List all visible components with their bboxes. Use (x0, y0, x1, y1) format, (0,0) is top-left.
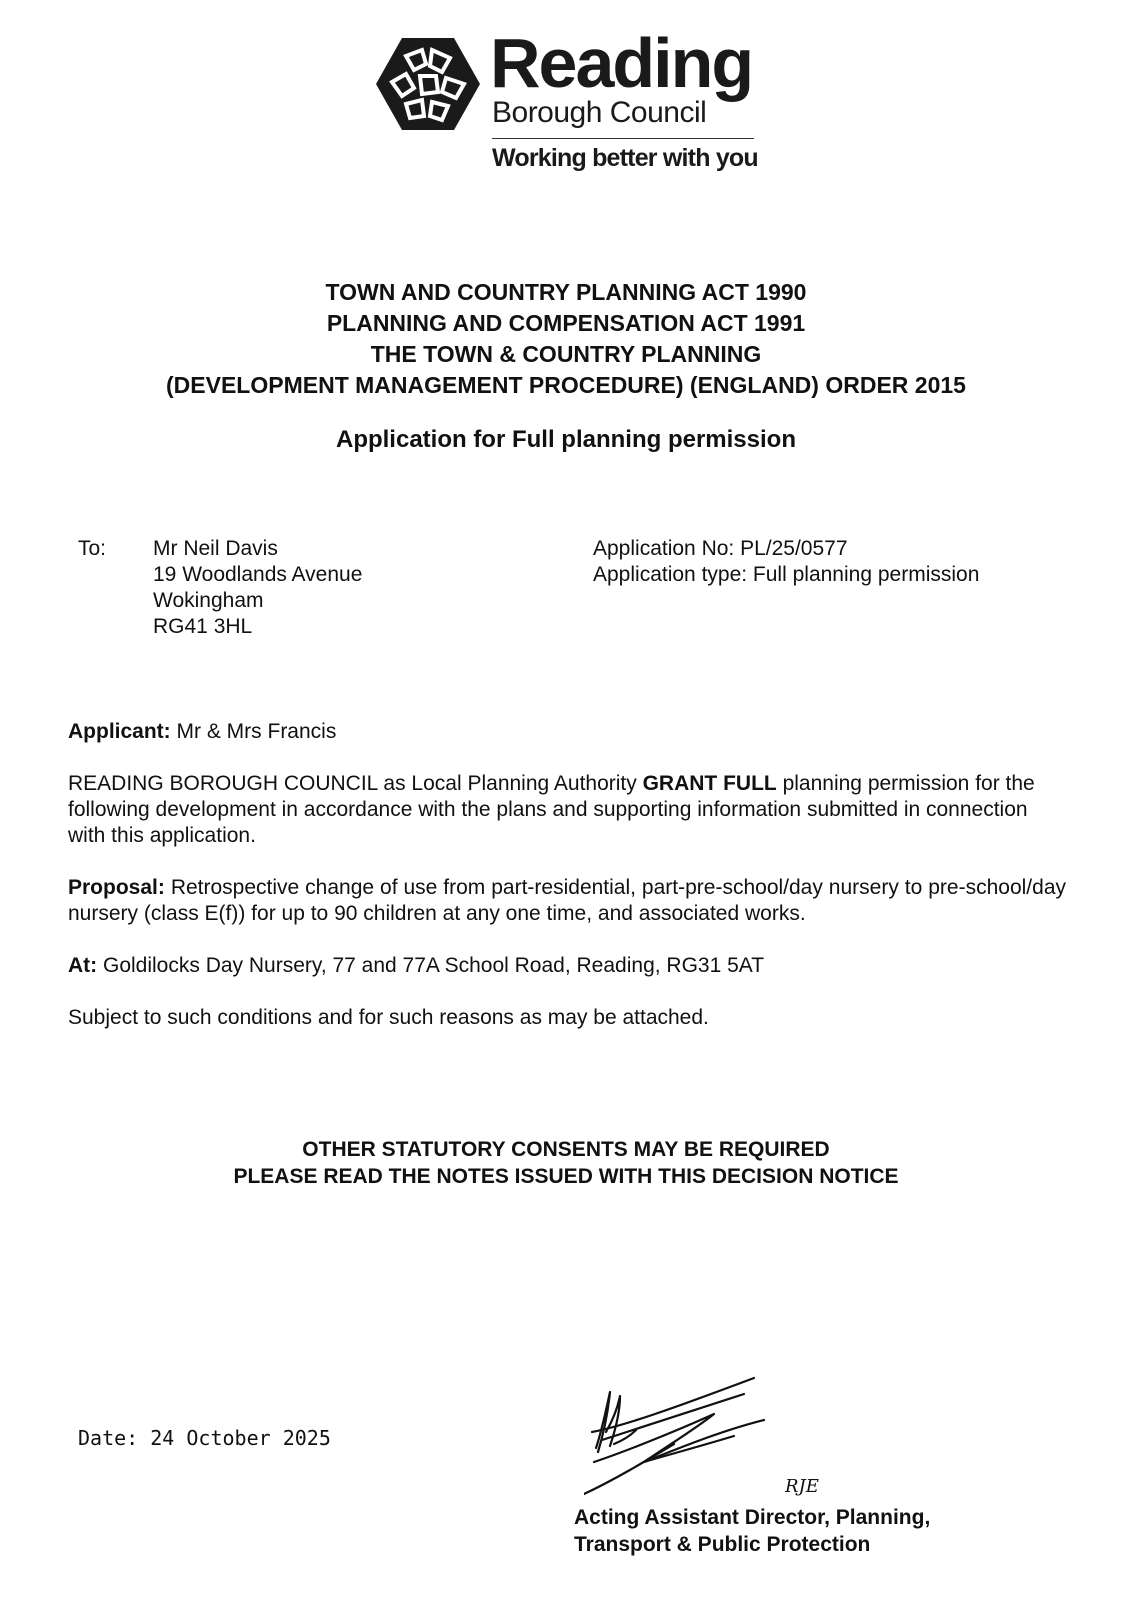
act-heading-line: (DEVELOPMENT MANAGEMENT PROCEDURE) (ENGLAND) ORDER 2015 (166, 372, 966, 398)
site-address: Goldilocks Day Nursery, 77 and 77A School Road, Reading, RG31 5AT (97, 954, 765, 977)
logo-title: Reading (490, 24, 753, 102)
applicant-paragraph (68, 719, 336, 745)
signature-image (584, 1370, 794, 1500)
applicant-label: Applicant: (68, 720, 171, 743)
application-number: Application No: PL/25/0577 (593, 537, 848, 560)
logo-tagline: Working better with you (492, 144, 758, 172)
signatory-title-line: Acting Assistant Director, Planning, (574, 1506, 931, 1529)
notice-line: PLEASE READ THE NOTES ISSUED WITH THIS DECISION NOTICE (233, 1165, 899, 1188)
proposal-label: Proposal: (68, 876, 165, 899)
act-headings (0, 277, 1132, 401)
logo-mark-icon (376, 36, 480, 132)
recipient-town: Wokingham (153, 589, 264, 612)
proposal-text: Retrospective change of use from part-residential, part-pre-school/day nursery to pre-school/day nursery (class E(f)) for up to 90 children at any one time, and associated works. (68, 876, 1066, 925)
logo-subtitle: Borough Council (492, 96, 707, 129)
site-paragraph (68, 953, 764, 979)
logo-divider (492, 138, 754, 139)
to-label: To: (78, 537, 107, 560)
grant-paragraph (68, 771, 1066, 849)
conditions-paragraph: Subject to such conditions and for such reasons as may be attached. (68, 1006, 709, 1029)
site-label: At: (68, 954, 98, 977)
application-title: Application for Full planning permission (335, 426, 796, 453)
council-logo (0, 0, 1132, 180)
act-heading-line: PLANNING AND COMPENSATION ACT 1991 (326, 310, 806, 336)
recipient-street: 19 Woodlands Avenue (153, 563, 363, 586)
grant-lead-text: READING BOROUGH COUNCIL as Local Planning Authority (68, 772, 643, 795)
notice-line: OTHER STATUTORY CONSENTS MAY BE REQUIRED (302, 1138, 830, 1161)
recipient-address (153, 536, 362, 640)
application-type: Application type: Full planning permission (593, 563, 980, 586)
grant-decision: GRANT FULL (642, 772, 777, 795)
statutory-notice (0, 1136, 1132, 1190)
recipient-postcode: RG41 3HL (153, 615, 253, 638)
act-heading-line: THE TOWN & COUNTRY PLANNING (370, 341, 762, 367)
signatory-title-line: Transport & Public Protection (574, 1533, 871, 1556)
recipient-name: Mr Neil Davis (153, 537, 278, 560)
decision-date: Date: 24 October 2025 (78, 1426, 331, 1450)
proposal-paragraph (68, 875, 1066, 927)
act-heading-line: TOWN AND COUNTRY PLANNING ACT 1990 (325, 279, 807, 305)
signatory-title (574, 1504, 930, 1558)
grant-rest-text: planning permission for the following development in accordance with the plans and supporting information submitted in connection with this application. (68, 772, 1035, 847)
application-info (593, 536, 979, 588)
applicant-value: Mr & Mrs Francis (170, 720, 337, 743)
signature-initials: RJE (785, 1476, 819, 1497)
